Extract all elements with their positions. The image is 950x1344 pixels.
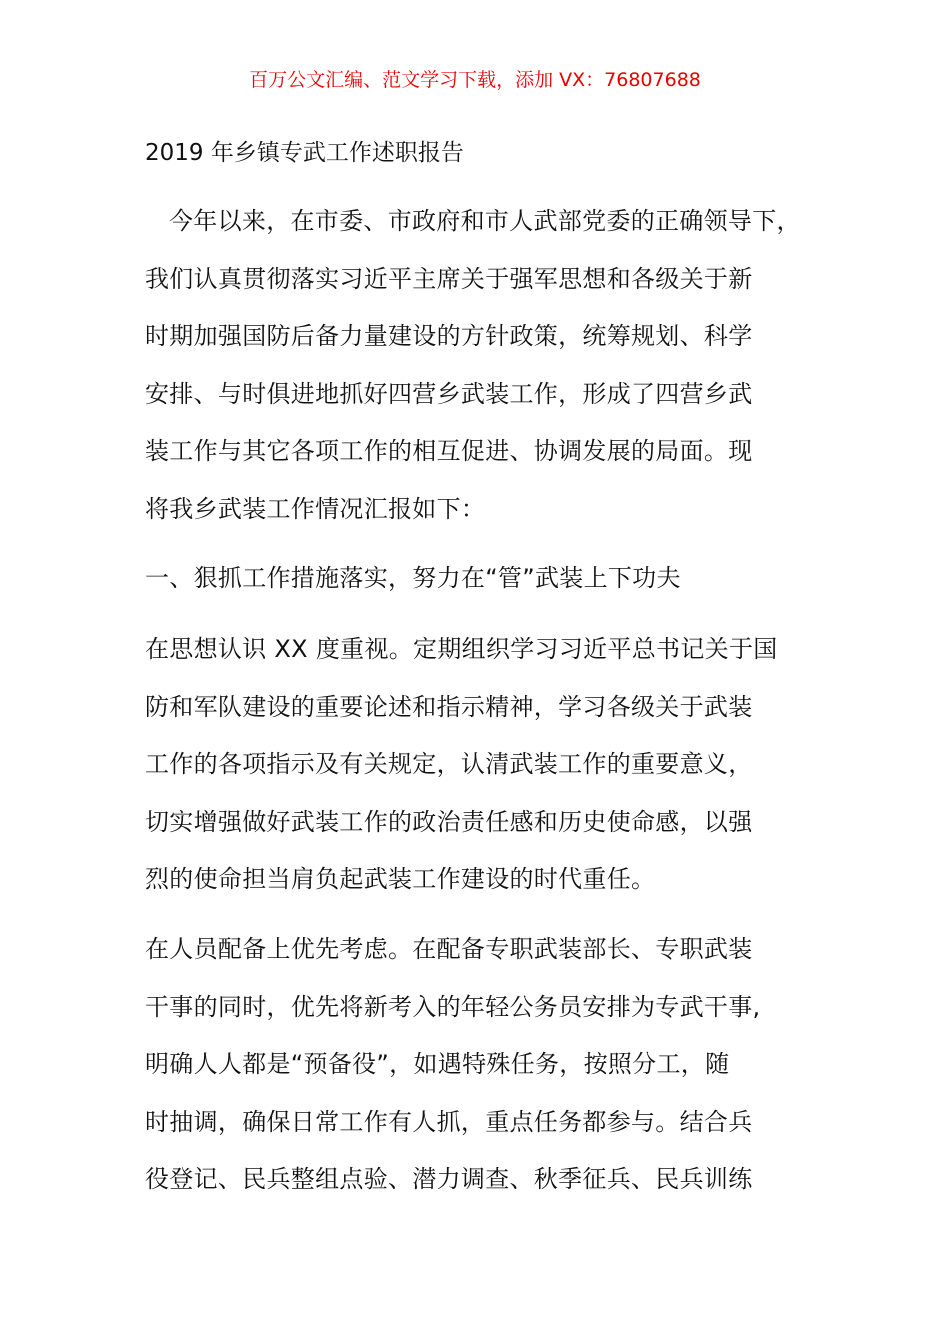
paragraph-line: 在人员配备上优先考虑。在配备专职武装部长、专职武装 (145, 935, 753, 963)
paragraph-line: 干事的同时，优先将新考入的年轻公务员安排为专武干事, (145, 992, 761, 1021)
paragraph-line: 时期加强国防后备力量建设的方针政策，统筹规划、科学 (145, 322, 753, 350)
paragraph-line: 在思想认识 XX 度重视。定期组织学习习近平总书记关于国 (145, 635, 778, 663)
paragraph-line: 役登记、民兵整组点验、潜力调查、秋季征兵、民兵训练 (145, 1165, 753, 1193)
paragraph-line: 防和军队建设的重要论述和指示精神，学习各级关于武装 (145, 692, 753, 721)
paragraph-line: 工作的各项指示及有关规定，认清武装工作的重要意义， (145, 750, 753, 778)
section-heading (145, 550, 825, 608)
paragraph-ideology (145, 621, 825, 909)
paragraph-line: 今年以来，在市委、市政府和市人武部党委的正确领导下， (169, 207, 801, 235)
section-heading-text: 一、狠抓工作措施落实，努力在“管”武装上下功夫 (145, 564, 681, 592)
paragraph-staffing (145, 921, 825, 1209)
watermark-header: 百万公文汇编、范文学习下载，添加 VX：76807688 (249, 69, 701, 91)
paragraph-line: 切实增强做好武装工作的政治责任感和历史使命感，以强 (145, 807, 753, 836)
paragraph-line: 时抽调，确保日常工作有人抓，重点任务都参与。结合兵 (145, 1107, 753, 1136)
intro-paragraph (145, 193, 825, 538)
paragraph-line: 安排、与时俱进地抓好四营乡武装工作，形成了四营乡武 (145, 379, 753, 408)
paragraph-line: 明确人人都是“预备役”，如遇特殊任务，按照分工，随 (145, 1050, 730, 1078)
document-title: 2019 年乡镇专武工作述职报告 (145, 140, 464, 166)
paragraph-line: 我们认真贯彻落实习近平主席关于强军思想和各级关于新 (145, 264, 753, 293)
paragraph-line: 烈的使命担当肩负起武装工作建设的时代重任。 (145, 865, 656, 893)
paragraph-line: 装工作与其它各项工作的相互促进、协调发展的局面。现 (145, 437, 753, 465)
paragraph-line: 将我乡武装工作情况汇报如下： (145, 494, 486, 523)
